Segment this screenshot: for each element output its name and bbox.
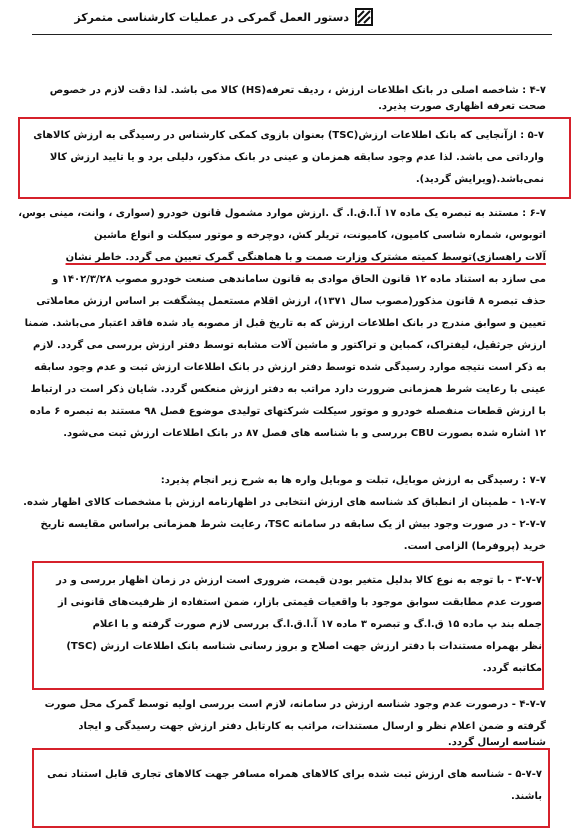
text-line: ۴-۷ : شاخصه اصلی در بانک اطلاعات ارزش ، ردیف تعرفه(HS) کالا می باشد. لذا دقت لازم در خصوص (49, 85, 546, 96)
paragraph-4-7-4 (38, 80, 546, 116)
text-line: صحت تعرفه اظهاری صورت پذیرد. (378, 101, 546, 112)
text-line: تعیین و سوابق مندرج در بانک اطلاعات ارزش که به تاریخ قبل از مصوبه یاد شده فاقد اعتبار می‌باشد. ضمنا (24, 318, 546, 329)
text-line: ۴-۷-۷ - درصورت عدم وجود شناسه ارزش در سامانه، لازم است بررسی اولیه توسط گمرک محل صورت (44, 699, 546, 710)
text-line: به ذکر است نتیجه موارد رسیدگی شده توسط دفتر ارزش در بانک اطلاعات ارزش ثبت و عدم وجود سابقه (34, 362, 546, 373)
page-header (74, 8, 373, 26)
text-line: باشند. (510, 791, 542, 802)
text-line: ارزش جرثقیل، لیفتراک، کمباین و تراکتور و ماشین آلات مشابه توسط دفتر ارزش بررسی می گردد. لازم (33, 340, 546, 351)
text-line: اتوبوس، شماره شاسی کامیون، کامیونت، تریلر کش، دوچرخه و موتور سیکلت و انواع ماشین (93, 230, 546, 241)
text-line: ۲-۷-۷ - در صورت وجود بیش از یک سابقه در سامانه TSC، رعایت شرط همزمانی براساس مقایسه تاریخ (40, 519, 546, 530)
text-line: ۷-۷ : رسیدگی به ارزش موبایل، تبلت و موبایل واره ها به شرح زیر انجام پذیرد: (160, 475, 546, 486)
text-line: نمی‌باشد.(ویرایش گردید). (415, 174, 544, 185)
paragraph-4-7-7 (23, 470, 546, 560)
text-line: وارداتی می باشد. لذا عدم وجود سابقه همزمان و عینی در بانک مذکور، دلیلی برد و یا تایید ارزش کالا (49, 152, 544, 163)
text-line: ۵-۷-۷ - شناسه های ارزش ثبت شده برای کالاهای همراه مسافر جهت کالاهای تجاری قابل استناد نمی (47, 769, 542, 780)
paragraph-4-7-5 (33, 125, 544, 195)
text-line: مکاتبه گردد. (482, 663, 542, 674)
header-title: دستور العمل گمرکی در عملیات کارشناسی متمرکز (74, 10, 349, 24)
text-line: ۵-۷ : ازآنجایی که بانک اطلاعات ارزش(TSC) بعنوان بازوی کمکی کارشناس در رسیدگی به ارزش کالاهای (33, 130, 544, 141)
square-stripes-logo-icon (355, 8, 373, 26)
paragraph-7-7-3 (42, 570, 542, 682)
text-line: ۱۲ اشاره شده بصورت CBU بررسی و با شناسه های فصل ۸۷ در بانک اطلاعات ارزش ثبت می‌شود. (63, 428, 546, 439)
header-divider (32, 34, 552, 35)
text-line: خرید (پروفرما) الزامی است. (403, 541, 546, 552)
text-line: جمله بند پ ماده ۱۵ ق.ا.گ و تبصره ۳ ماده ۱۷ آ.ا.ق.ا.گ بررسی لازم صورت گرفته و با اعلام (92, 619, 542, 630)
text-line: حذف تبصره ۸ قانون مذکور(مصوب سال ۱۳۷۱)، ارزش اقلام مستعمل پیشگفت بر اساس ارزش معاملاتی (36, 296, 546, 307)
text-line: ۳-۷-۷ - با توجه به نوع کالا بدلیل متغیر بودن قیمت، ضروری است ارزش در زمان اظهار بررسی و در (56, 575, 542, 586)
paragraph-7-7-5 (42, 764, 542, 814)
text-line: ۶-۷ : مستند به تبصره یک ماده ۱۷ آ.ا.ق.ا. گ .ارزش موارد مشمول قانون خودرو (سواری ، وانت، مینی بوس، (18, 208, 546, 219)
paragraph-7-7-4 (36, 694, 546, 756)
text-line: با ارزش قطعات منفصله خودرو و موتور سیکلت شرکتهای تولیدی موضوع فصل ۹۸ مستند به تبصره ۶ ماده (29, 406, 546, 417)
text-line: می سازد به استناد ماده ۱۲ قانون الحاق موادی به قانون ساماندهی صنعت خودرو مصوب ۱۴۰۲/۳/۲۸ و (52, 274, 546, 285)
text-line: ۱-۷-۷ - طمینان از انطباق کد شناسه های ارزش انتخابی در اظهارنامه ارزش با مشخصات کالای اظهار شده. (23, 497, 546, 508)
text-line: صورت عدم مطابقت سوابق موجود با واقعیات قیمتی بازار، ضمن استفاده از ظرفیت‌های قانونی از (58, 597, 542, 608)
text-line: شناسه ارسال گردد. (447, 737, 546, 748)
underlined-committee-line: آلات راهسازی)توسط کمیته مشترک وزارت صمت و با هماهنگی گمرک تعیین می گردد. خاطر نشان (65, 252, 546, 263)
text-line: نظر بهمراه مستندات با دفتر ارزش جهت اصلاح و بروز رسانی شناسه بانک اطلاعات ارزش (TSC) (66, 641, 542, 652)
paragraph-4-7-6 (18, 203, 546, 455)
text-line: گرفته و ضمن اعلام نظر و ارسال مستندات، مراتب به کارتابل دفتر ارزش جهت رسیدگی و ایجاد (78, 721, 546, 732)
text-line: عینی با رعایت شرط همزمانی ضرورت دارد مراتب به دفتر ارزش منعکس گردد. شایان ذکر است در ارتباط (30, 384, 546, 395)
